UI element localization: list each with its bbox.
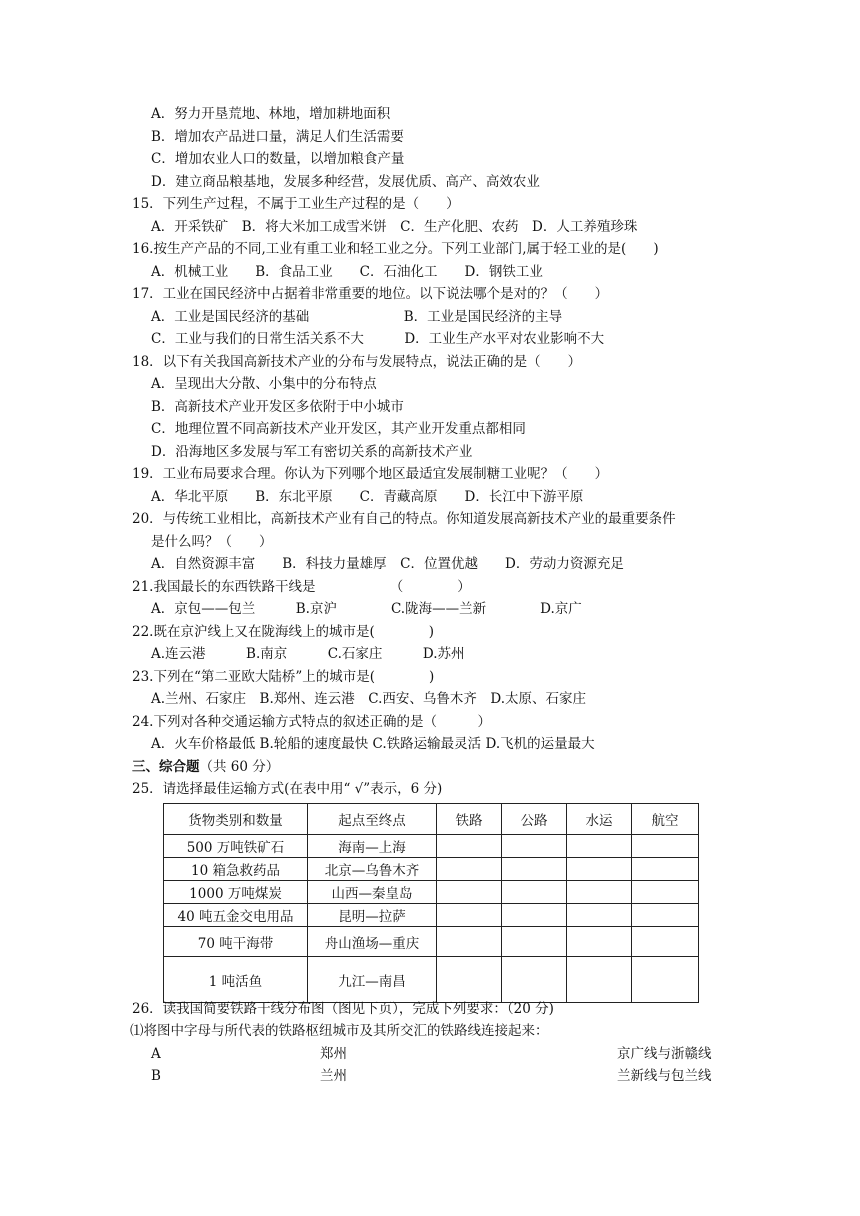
railway-check-cell[interactable]	[437, 957, 502, 1003]
header-cargo: 货物类别和数量	[164, 804, 308, 835]
road-check-cell[interactable]	[502, 957, 567, 1003]
header-route: 起点至终点	[308, 804, 437, 835]
route-cell: 舟山渔场—重庆	[308, 927, 437, 957]
transport-table	[163, 803, 699, 1003]
q26-stem: 26．读我国简要铁路干线分布图（图见下页），完成下列要求：（20 分)	[132, 1001, 554, 1017]
q17-options-ab: A．工业是国民经济的基础 B．工业是国民经济的主导	[151, 309, 563, 325]
q14-option-a: A．努力开垦荒地、林地，增加耕地面积	[151, 106, 391, 122]
railway-check-cell[interactable]	[437, 835, 502, 858]
q18-option-d: D．沿海地区多发展与军工有密切关系的高新技术产业	[151, 444, 473, 460]
q20-stem-continuation: 是什么吗？（ ）	[151, 534, 273, 550]
road-check-cell[interactable]	[502, 927, 567, 957]
water-check-cell[interactable]	[567, 881, 632, 904]
route-cell: 九江—南昌	[308, 957, 437, 1003]
match-lines-1: 京广线与浙赣线	[617, 1046, 712, 1062]
railway-check-cell[interactable]	[437, 904, 502, 927]
cargo-cell: 500 万吨铁矿石	[164, 835, 308, 858]
route-cell: 昆明—拉萨	[308, 904, 437, 927]
water-check-cell[interactable]	[567, 904, 632, 927]
match-lines-2: 兰新线与包兰线	[617, 1068, 712, 1084]
water-check-cell[interactable]	[567, 858, 632, 881]
section-3-title: 三、综合题	[132, 759, 200, 775]
cargo-cell: 40 吨五金交电用品	[164, 904, 308, 927]
q18-option-a: A．呈现出大分散、小集中的分布特点	[151, 376, 377, 392]
q20-stem: 20．与传统工业相比，高新技术产业有自己的特点。你知道发展高新技术产业的最重要条件	[132, 511, 676, 527]
q19-options: A．华北平原 B．东北平原 C．青藏高原 D．长江中下游平原	[151, 489, 584, 505]
section-3-score: （共 60 分）	[199, 759, 280, 775]
q15-stem: 15．下列生产过程，不属于工业生产过程的是（ ）	[132, 196, 460, 212]
railway-check-cell[interactable]	[437, 858, 502, 881]
table-header-row	[164, 804, 699, 835]
header-road: 公路	[502, 804, 567, 835]
road-check-cell[interactable]	[502, 904, 567, 927]
railway-check-cell[interactable]	[437, 881, 502, 904]
route-cell: 北京—乌鲁木齐	[308, 858, 437, 881]
q22-options: A.连云港 B.南京 C.石家庄 D.苏州	[151, 646, 465, 662]
water-check-cell[interactable]	[567, 927, 632, 957]
air-check-cell[interactable]	[632, 957, 699, 1003]
q21-stem: 21.我国最长的东西铁路干线是 （ ）	[132, 579, 471, 595]
table-row	[164, 927, 699, 957]
q14-option-b: B．增加农产品进口量，满足人们生活需要	[151, 129, 404, 145]
table-row	[164, 881, 699, 904]
header-air: 航空	[632, 804, 699, 835]
q21-options: A．京包——包兰 B.京沪 C.陇海——兰新 D.京广	[151, 601, 582, 617]
q16-stem: 16.按生产产品的不同,工业有重工业和轻工业之分。下列工业部门,属于轻工业的是( )	[132, 241, 659, 257]
route-cell: 山西—秦皇岛	[308, 881, 437, 904]
table-row	[164, 904, 699, 927]
header-water: 水运	[567, 804, 632, 835]
q22-stem: 22.既在京沪线上又在陇海线上的城市是( )	[132, 624, 435, 640]
cargo-cell: 1 吨活鱼	[164, 957, 308, 1003]
air-check-cell[interactable]	[632, 858, 699, 881]
route-cell: 海南—上海	[308, 835, 437, 858]
q24-stem: 24.下列对各种交通运输方式特点的叙述正确的是（ ）	[132, 714, 491, 730]
q18-option-b: B．高新技术产业开发区多依附于中小城市	[151, 399, 404, 415]
air-check-cell[interactable]	[632, 904, 699, 927]
q16-options: A．机械工业 B．食品工业 C．石油化工 D．钢铁工业	[151, 264, 543, 280]
table-row	[164, 858, 699, 881]
match-letter-b: B	[151, 1068, 161, 1084]
road-check-cell[interactable]	[502, 835, 567, 858]
match-letter-a: A	[151, 1046, 161, 1062]
q25-stem: 25．请选择最佳运输方式(在表中用“ √”表示，6 分)	[132, 781, 443, 797]
section-3-heading	[132, 757, 279, 777]
air-check-cell[interactable]	[632, 927, 699, 957]
road-check-cell[interactable]	[502, 858, 567, 881]
q15-options: A．开采铁矿 B．将大米加工成雪米饼 C．生产化肥、农药 D．人工养殖珍珠	[151, 219, 638, 235]
air-check-cell[interactable]	[632, 881, 699, 904]
q14-option-d: D．建立商品粮基地，发展多种经营，发展优质、高产、高效农业	[151, 174, 540, 190]
q20-options: A．自然资源丰富 B．科技力量雄厚 C．位置优越 D．劳动力资源充足	[151, 556, 624, 572]
q23-stem: 23.下列在“第二亚欧大陆桥”上的城市是( )	[132, 669, 435, 685]
q26-sub1: ⑴将图中字母与所代表的铁路枢纽城市及其所交汇的铁路线连接起来：	[130, 1023, 549, 1039]
q24-options: A．火车价格最低 B.轮船的速度最快 C.铁路运输最灵活 D.飞机的运量最大	[151, 736, 595, 752]
q18-stem: 18．以下有关我国高新技术产业的分布与发展特点，说法正确的是（ ）	[132, 354, 582, 370]
match-city-zhengzhou: 郑州	[320, 1046, 347, 1062]
table-row	[164, 835, 699, 858]
match-city-lanzhou: 兰州	[320, 1068, 347, 1084]
q17-options-cd: C．工业与我们的日常生活关系不大 D．工业生产水平对农业影响不大	[151, 331, 605, 347]
q14-option-c: C．增加农业人口的数量，以增加粮食产量	[151, 151, 405, 167]
q18-option-c: C．地理位置不同高新技术产业开发区，其产业开发重点都相同	[151, 421, 526, 437]
water-check-cell[interactable]	[567, 835, 632, 858]
cargo-cell: 70 吨干海带	[164, 927, 308, 957]
q17-stem: 17．工业在国民经济中占据着非常重要的地位。以下说法哪个是对的？（ ）	[132, 286, 609, 302]
railway-check-cell[interactable]	[437, 927, 502, 957]
cargo-cell: 1000 万吨煤炭	[164, 881, 308, 904]
water-check-cell[interactable]	[567, 957, 632, 1003]
q23-options: A.兰州、石家庄 B.郑州、连云港 C.西安、乌鲁木齐 D.太原、石家庄	[151, 691, 587, 707]
air-check-cell[interactable]	[632, 835, 699, 858]
table-row	[164, 957, 699, 1003]
cargo-cell: 10 箱急救药品	[164, 858, 308, 881]
road-check-cell[interactable]	[502, 881, 567, 904]
q19-stem: 19．工业布局要求合理。你认为下列哪个地区最适宜发展制糖工业呢？（ ）	[132, 466, 609, 482]
header-railway: 铁路	[437, 804, 502, 835]
